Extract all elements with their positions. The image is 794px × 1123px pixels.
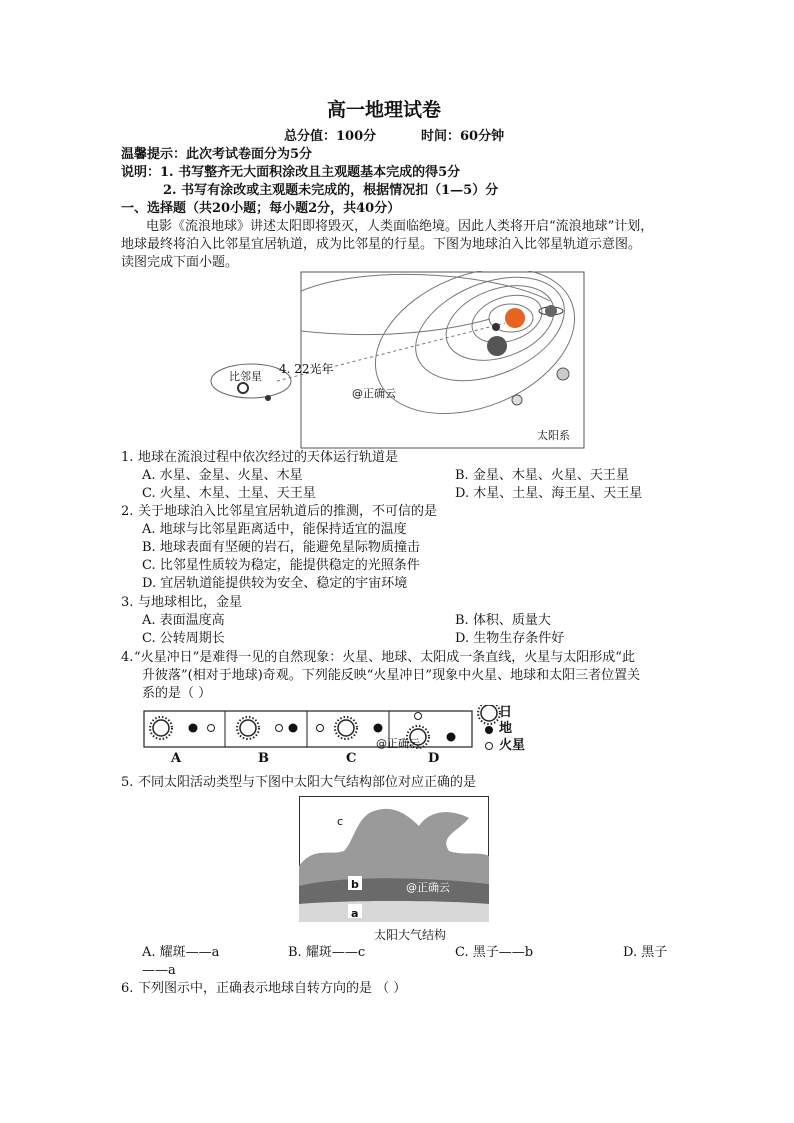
mark-c: c	[337, 815, 344, 828]
q5-option-a[interactable]: A. 耀斑——a	[142, 945, 220, 960]
q3-stem: 与地球相比，金星	[138, 595, 243, 610]
q5-option-d[interactable]: D. 黑子	[623, 945, 668, 960]
jupiter-icon	[487, 336, 507, 356]
q5-option-c[interactable]: C. 黑子——b	[455, 945, 534, 960]
q1-option-b[interactable]: B. 金星、木星、火星、天王星	[455, 468, 629, 483]
page-title: 高一地理试卷	[327, 99, 442, 121]
q3-num: 3.	[121, 595, 134, 610]
q4-stem-line-1: “火星冲日”是难得一见的自然现象：火星、地球、太阳成一条直线，火星与太阳形成“此	[134, 650, 635, 665]
sun-icon	[505, 308, 525, 328]
q5-option-d-wrap: ——a	[142, 963, 176, 978]
q1-option-c[interactable]: C. 火星、木星、土星、天王星	[142, 486, 316, 501]
earth-icon	[447, 733, 456, 742]
intro-line-1: 电影《流浪地球》讲述太阳即将毁灭，人类面临绝境。因此人类将开启“流浪地球”计划，	[146, 219, 654, 234]
q3-option-d[interactable]: D. 生物生存条件好	[455, 631, 565, 646]
earth-icon	[289, 724, 298, 733]
solar-system-figure	[205, 271, 585, 449]
watermark: @正确云	[406, 881, 450, 894]
q1-num: 1.	[121, 450, 134, 465]
proxima-label: 比邻星	[229, 370, 262, 383]
earth-icon	[265, 395, 271, 401]
mark-b: b	[351, 878, 359, 891]
exam-time: 时间：60分钟	[421, 129, 505, 144]
earth-icon	[189, 724, 198, 733]
intro-line-2: 地球最终将泊入比邻星宜居轨道，成为比邻星的行星。下图为地球泊入比邻星轨道示意图。	[121, 237, 642, 252]
q4-label-b[interactable]: B	[258, 751, 269, 766]
q4-stem-line-2: 升彼落”(相对于地球)奇观。下列能反映“火星冲日”现象中火星、地球和太阳三者位置关	[142, 668, 641, 683]
q4-stem-line-3: 系的是（ ）	[142, 686, 212, 701]
solar-atmosphere-figure	[299, 796, 489, 922]
figure-caption: 太阳大气结构	[374, 928, 447, 942]
q5-stem: 不同太阳活动类型与下图中太阳大气结构部位对应正确的是	[138, 775, 477, 790]
q4-label-a[interactable]: A	[171, 751, 182, 766]
q1-stem: 地球在流浪过程中依次经过的天体运行轨道是	[138, 450, 399, 465]
mars-icon	[208, 725, 215, 732]
q5-num: 5.	[121, 775, 134, 790]
note-line-2: 2. 书写有涂改或主观题未完成的，根据情况扣（1—5）分	[163, 183, 499, 198]
watermark: @正确云	[376, 737, 420, 750]
legend-mars-label: 火星	[499, 738, 526, 753]
total-score: 总分值：100分	[284, 129, 377, 144]
earth-icon	[374, 724, 383, 733]
distance-label: 4. 22光年	[279, 362, 334, 376]
q2-option-d[interactable]: D. 宜居轨道能提供较为安全、稳定的宇宙环境	[142, 576, 408, 591]
sun-icon	[237, 717, 259, 739]
intro-line-3: 读图完成下面小题。	[121, 255, 239, 270]
mark-a: a	[351, 907, 359, 920]
q3-option-c[interactable]: C. 公转周期长	[142, 631, 225, 646]
q4-label-c[interactable]: C	[346, 751, 357, 766]
mars-opposition-figure	[143, 705, 533, 767]
watermark: @正确云	[352, 387, 396, 400]
section-heading: 一、选择题（共20小题；每小题2分，共40分）	[121, 201, 401, 216]
sun-icon	[335, 717, 357, 739]
q2-option-c[interactable]: C. 比邻星性质较为稳定，能提供稳定的光照条件	[142, 558, 420, 573]
earth-legend-icon	[485, 726, 493, 734]
mars-icon	[317, 725, 324, 732]
mars-icon	[276, 725, 283, 732]
sun-legend-icon	[478, 705, 500, 724]
legend-earth-label: 地	[499, 721, 513, 736]
legend-sun-label: 日	[499, 705, 513, 720]
q2-num: 2.	[121, 504, 134, 519]
q6-stem: 下列图示中，正确表示地球自转方向的是 （ ）	[138, 981, 407, 996]
q4-label-d[interactable]: D	[428, 751, 440, 766]
sun-icon	[150, 717, 172, 739]
tip-line: 温馨提示：此次考试卷面分为5分	[121, 147, 313, 162]
mars-legend-icon	[486, 743, 493, 750]
q4-num: 4.	[121, 650, 134, 665]
q6-num: 6.	[121, 981, 134, 996]
note-line-1: 说明：1. 书写整齐无大面积涂改且主观题基本完成的得5分	[121, 165, 461, 180]
q3-option-a[interactable]: A. 表面温度高	[142, 613, 225, 628]
q1-option-d[interactable]: D. 木星、土星、海王星、天王星	[455, 486, 643, 501]
mars-icon	[415, 713, 422, 720]
q2-stem: 关于地球泊入比邻星宜居轨道后的推测，不可信的是	[138, 504, 438, 519]
q2-option-a[interactable]: A. 地球与比邻星距离适中，能保持适宜的温度	[142, 522, 407, 537]
q3-option-b[interactable]: B. 体积、质量大	[455, 613, 551, 628]
q5-option-b[interactable]: B. 耀斑——c	[288, 945, 366, 960]
q1-option-a[interactable]: A. 水星、金星、火星、木星	[142, 468, 303, 483]
q2-option-b[interactable]: B. 地球表面有坚硬的岩石，能避免星际物质撞击	[142, 540, 420, 555]
solar-system-label: 太阳系	[537, 429, 570, 442]
